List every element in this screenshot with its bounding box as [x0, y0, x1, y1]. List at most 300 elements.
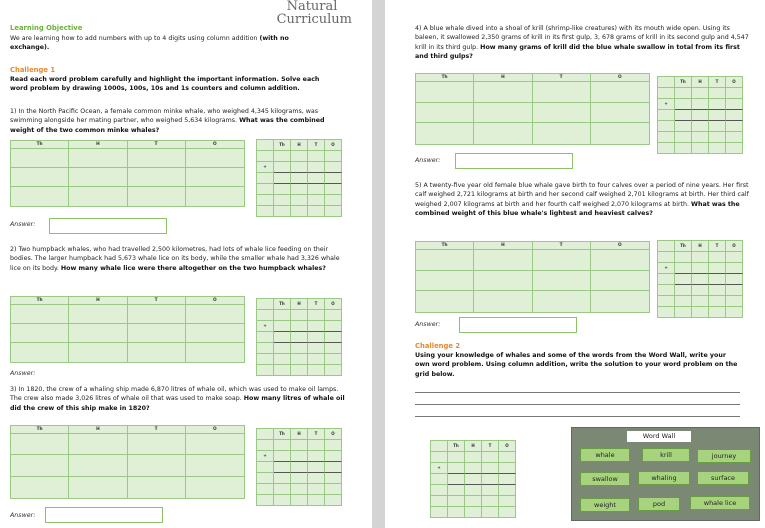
answer-label-1: Answer: — [10, 221, 36, 228]
cell[interactable] — [128, 434, 186, 455]
cell[interactable] — [257, 299, 274, 310]
cell[interactable] — [325, 184, 342, 195]
cell[interactable] — [726, 121, 743, 132]
problem-4-text: 4) A blue whale dived into a shoal of krill (shrimp-like creatures) with its mouth wide open. Using its baleen, it swallowed 2,350 grams of krill in its first gulp, 3, 678 grams of krill in its second gulp and 4,547 krill in its third gulp. — [415, 25, 749, 51]
counters-grid-4[interactable] — [415, 73, 650, 145]
cell[interactable] — [325, 451, 342, 462]
cell[interactable] — [257, 484, 274, 495]
cell[interactable] — [274, 343, 291, 354]
cell[interactable] — [291, 162, 308, 173]
cell[interactable] — [499, 496, 516, 507]
cell[interactable] — [186, 477, 244, 498]
writing-line-2[interactable] — [415, 404, 740, 405]
cell[interactable] — [431, 485, 448, 496]
cell[interactable] — [308, 184, 325, 195]
cell[interactable] — [291, 484, 308, 495]
cell[interactable] — [692, 143, 709, 154]
cell[interactable] — [11, 187, 69, 206]
column-addition-grid-1[interactable] — [256, 139, 342, 217]
cell[interactable] — [431, 452, 448, 463]
header-th: Th — [675, 241, 692, 252]
column-addition-grid-challenge-2[interactable] — [430, 440, 516, 518]
cell[interactable] — [465, 485, 482, 496]
cell[interactable] — [308, 151, 325, 162]
cell[interactable] — [709, 307, 726, 318]
cell[interactable] — [11, 455, 69, 476]
header-h: H — [465, 441, 482, 452]
counters-grid-5[interactable] — [415, 241, 650, 313]
column-addition-grid-2[interactable] — [256, 298, 342, 376]
cell[interactable] — [291, 473, 308, 484]
cell[interactable] — [726, 285, 743, 296]
cell[interactable] — [291, 310, 308, 321]
cell[interactable] — [448, 452, 465, 463]
cell[interactable] — [658, 274, 675, 285]
objective-heading: Learning Objective — [10, 24, 83, 32]
header-t: T — [533, 74, 591, 82]
cell[interactable] — [11, 324, 69, 343]
cell[interactable] — [658, 77, 675, 88]
cell[interactable] — [325, 173, 342, 184]
header-o: O — [325, 429, 342, 440]
cell[interactable] — [431, 441, 448, 452]
cell[interactable] — [482, 474, 499, 485]
cell[interactable] — [474, 291, 532, 312]
cell[interactable] — [186, 305, 244, 324]
header-o: O — [186, 426, 244, 434]
word-wall — [571, 427, 760, 521]
cell[interactable] — [465, 507, 482, 518]
cell[interactable] — [709, 88, 726, 99]
cell[interactable] — [709, 121, 726, 132]
cell[interactable] — [186, 149, 244, 168]
cell[interactable] — [658, 121, 675, 132]
cell[interactable] — [325, 162, 342, 173]
cell[interactable] — [465, 452, 482, 463]
cell[interactable] — [692, 263, 709, 274]
cell[interactable] — [291, 365, 308, 376]
cell[interactable] — [325, 151, 342, 162]
writing-line-3[interactable] — [415, 416, 740, 417]
cell[interactable] — [726, 99, 743, 110]
cell[interactable] — [11, 477, 69, 498]
cell[interactable] — [325, 462, 342, 473]
cell[interactable] — [128, 168, 186, 187]
cell[interactable] — [128, 477, 186, 498]
writing-line-1[interactable] — [415, 392, 740, 393]
cell[interactable] — [709, 132, 726, 143]
cell[interactable] — [274, 473, 291, 484]
cell[interactable] — [274, 162, 291, 173]
cell[interactable] — [482, 452, 499, 463]
cell[interactable] — [274, 495, 291, 506]
cell[interactable] — [692, 307, 709, 318]
cell[interactable] — [291, 173, 308, 184]
cell[interactable] — [274, 462, 291, 473]
cell[interactable] — [658, 143, 675, 154]
answer-box-1[interactable] — [49, 218, 167, 234]
cell[interactable] — [591, 291, 649, 312]
cell[interactable] — [274, 440, 291, 451]
cell[interactable] — [69, 343, 127, 362]
cell[interactable] — [431, 474, 448, 485]
cell[interactable] — [11, 168, 69, 187]
cell[interactable] — [448, 496, 465, 507]
cell[interactable] — [291, 206, 308, 217]
cell[interactable] — [69, 455, 127, 476]
cell[interactable] — [274, 310, 291, 321]
cell[interactable] — [308, 206, 325, 217]
cell[interactable] — [325, 321, 342, 332]
cell[interactable] — [274, 332, 291, 343]
cell[interactable] — [726, 296, 743, 307]
cell[interactable] — [257, 332, 274, 343]
cell[interactable] — [308, 354, 325, 365]
cell[interactable] — [186, 434, 244, 455]
header-o: O — [325, 140, 342, 151]
answer-box-5[interactable] — [459, 317, 577, 333]
cell[interactable] — [416, 291, 474, 312]
cell[interactable] — [658, 88, 675, 99]
cell[interactable] — [675, 307, 692, 318]
cell[interactable] — [69, 149, 127, 168]
cell[interactable] — [11, 149, 69, 168]
cell[interactable] — [69, 477, 127, 498]
cell[interactable] — [431, 507, 448, 518]
cell[interactable] — [675, 274, 692, 285]
cell[interactable] — [186, 455, 244, 476]
cell[interactable] — [465, 496, 482, 507]
cell[interactable] — [308, 321, 325, 332]
cell[interactable] — [274, 321, 291, 332]
plus-sign: + — [658, 263, 675, 274]
cell[interactable] — [186, 187, 244, 206]
cell[interactable] — [709, 274, 726, 285]
challenge-1-instructions — [10, 75, 330, 94]
cell[interactable] — [128, 343, 186, 362]
cell[interactable] — [69, 324, 127, 343]
cell[interactable] — [325, 365, 342, 376]
cell[interactable] — [474, 82, 532, 103]
cell[interactable] — [675, 132, 692, 143]
cell[interactable] — [257, 343, 274, 354]
cell[interactable] — [325, 332, 342, 343]
plus-sign: + — [257, 451, 274, 462]
cell[interactable] — [325, 440, 342, 451]
header-t: T — [308, 299, 325, 310]
cell[interactable] — [11, 434, 69, 455]
cell[interactable] — [274, 184, 291, 195]
cell[interactable] — [291, 195, 308, 206]
cell[interactable] — [709, 99, 726, 110]
cell[interactable] — [474, 103, 532, 124]
cell[interactable] — [726, 110, 743, 121]
cell[interactable] — [186, 324, 244, 343]
word-wall-word: weight — [580, 498, 630, 512]
cell[interactable] — [325, 206, 342, 217]
cell[interactable] — [591, 123, 649, 144]
cell[interactable] — [291, 321, 308, 332]
cell[interactable] — [128, 187, 186, 206]
cell[interactable] — [726, 143, 743, 154]
cell[interactable] — [257, 173, 274, 184]
cell[interactable] — [308, 162, 325, 173]
cell[interactable] — [533, 271, 591, 292]
cell[interactable] — [474, 123, 532, 144]
column-addition-grid-5[interactable] — [657, 240, 743, 318]
cell[interactable] — [11, 343, 69, 362]
cell[interactable] — [726, 274, 743, 285]
header-t: T — [482, 441, 499, 452]
cell[interactable] — [482, 507, 499, 518]
header-th: Th — [675, 77, 692, 88]
cell[interactable] — [482, 485, 499, 496]
cell[interactable] — [257, 473, 274, 484]
cell[interactable] — [257, 195, 274, 206]
cell[interactable] — [257, 462, 274, 473]
cell[interactable] — [257, 429, 274, 440]
cell[interactable] — [308, 332, 325, 343]
cell[interactable] — [308, 473, 325, 484]
cell[interactable] — [274, 151, 291, 162]
cell[interactable] — [257, 206, 274, 217]
cell[interactable] — [274, 365, 291, 376]
cell[interactable] — [308, 440, 325, 451]
cell[interactable] — [675, 110, 692, 121]
header-o: O — [186, 141, 244, 149]
cell[interactable] — [474, 250, 532, 271]
cell[interactable] — [308, 173, 325, 184]
cell[interactable] — [709, 110, 726, 121]
cell[interactable] — [69, 168, 127, 187]
cell[interactable] — [291, 354, 308, 365]
cell[interactable] — [291, 462, 308, 473]
cell[interactable] — [274, 173, 291, 184]
header-t: T — [533, 242, 591, 250]
cell[interactable] — [448, 507, 465, 518]
cell[interactable] — [308, 451, 325, 462]
cell[interactable] — [308, 310, 325, 321]
cell[interactable] — [431, 496, 448, 507]
cell[interactable] — [257, 354, 274, 365]
cell[interactable] — [291, 451, 308, 462]
header-t: T — [128, 297, 186, 305]
cell[interactable] — [308, 365, 325, 376]
cell[interactable] — [675, 285, 692, 296]
cell[interactable] — [658, 252, 675, 263]
cell[interactable] — [675, 296, 692, 307]
cell[interactable] — [499, 452, 516, 463]
cell[interactable] — [325, 310, 342, 321]
cell[interactable] — [257, 440, 274, 451]
cell[interactable] — [675, 121, 692, 132]
header-o: O — [325, 299, 342, 310]
answer-box-4[interactable] — [455, 153, 573, 169]
cell[interactable] — [658, 296, 675, 307]
cell[interactable] — [591, 250, 649, 271]
cell[interactable] — [658, 285, 675, 296]
cell[interactable] — [692, 110, 709, 121]
cell[interactable] — [658, 110, 675, 121]
problem-1 — [10, 107, 340, 135]
problem-1-question: What was the combined weight of the two common minke whales? — [10, 117, 325, 134]
problem-5 — [415, 181, 755, 219]
cell[interactable] — [692, 88, 709, 99]
cell[interactable] — [274, 354, 291, 365]
cell[interactable] — [591, 271, 649, 292]
cell[interactable] — [591, 103, 649, 124]
cell[interactable] — [325, 495, 342, 506]
cell[interactable] — [291, 440, 308, 451]
cell[interactable] — [533, 82, 591, 103]
cell[interactable] — [499, 463, 516, 474]
cell[interactable] — [533, 103, 591, 124]
cell[interactable] — [291, 151, 308, 162]
cell[interactable] — [308, 484, 325, 495]
cell[interactable] — [726, 132, 743, 143]
cell[interactable] — [692, 296, 709, 307]
cell[interactable] — [726, 307, 743, 318]
challenge-2-instructions — [415, 351, 740, 379]
cell[interactable] — [675, 143, 692, 154]
cell[interactable] — [257, 365, 274, 376]
cell[interactable] — [325, 195, 342, 206]
cell[interactable] — [658, 307, 675, 318]
header-o: O — [186, 297, 244, 305]
cell[interactable] — [11, 305, 69, 324]
cell[interactable] — [675, 88, 692, 99]
cell[interactable] — [274, 484, 291, 495]
cell[interactable] — [308, 495, 325, 506]
cell[interactable] — [69, 305, 127, 324]
cell[interactable] — [416, 82, 474, 103]
cell[interactable] — [257, 140, 274, 151]
cell[interactable] — [533, 250, 591, 271]
cell[interactable] — [325, 473, 342, 484]
header-h: H — [474, 74, 532, 82]
cell[interactable] — [591, 82, 649, 103]
counters-grid-3[interactable] — [10, 425, 245, 499]
cell[interactable] — [499, 485, 516, 496]
cell[interactable] — [291, 332, 308, 343]
cell[interactable] — [128, 149, 186, 168]
cell[interactable] — [128, 305, 186, 324]
cell[interactable] — [658, 241, 675, 252]
cell[interactable] — [257, 310, 274, 321]
cell[interactable] — [257, 495, 274, 506]
cell[interactable] — [291, 343, 308, 354]
cell[interactable] — [675, 99, 692, 110]
cell[interactable] — [709, 296, 726, 307]
cell[interactable] — [709, 263, 726, 274]
cell[interactable] — [533, 291, 591, 312]
word-wall-word: journey — [697, 449, 751, 463]
cell[interactable] — [257, 151, 274, 162]
cell[interactable] — [308, 343, 325, 354]
cell[interactable] — [274, 451, 291, 462]
cell[interactable] — [465, 474, 482, 485]
column-addition-grid-4[interactable] — [657, 76, 743, 154]
cell[interactable] — [291, 495, 308, 506]
cell[interactable] — [709, 285, 726, 296]
cell[interactable] — [257, 184, 274, 195]
cell[interactable] — [692, 132, 709, 143]
cell[interactable] — [499, 474, 516, 485]
cell[interactable] — [533, 123, 591, 144]
cell[interactable] — [474, 271, 532, 292]
counters-grid-2[interactable] — [10, 296, 245, 363]
cell[interactable] — [274, 206, 291, 217]
cell[interactable] — [416, 103, 474, 124]
problem-3-question: How many litres of whale oil did the crew of this ship make in 1820? — [10, 395, 345, 412]
problem-4 — [415, 24, 755, 62]
cell[interactable] — [692, 121, 709, 132]
cell[interactable] — [675, 252, 692, 263]
cell[interactable] — [448, 463, 465, 474]
cell[interactable] — [186, 168, 244, 187]
cell[interactable] — [726, 263, 743, 274]
cell[interactable] — [291, 184, 308, 195]
header-h: H — [69, 297, 127, 305]
answer-box-3[interactable] — [45, 507, 163, 523]
cell[interactable] — [416, 123, 474, 144]
problem-3 — [10, 385, 345, 413]
cell[interactable] — [325, 354, 342, 365]
cell[interactable] — [726, 88, 743, 99]
cell[interactable] — [709, 143, 726, 154]
problem-5-text: 5) A twenty-five year old female blue whale gave birth to four calves over a period of nine years. Her first calf weighed 2,721 kilograms at birth and her second calf weighed 2,701 kilograms at birth. Her third calf weighed 2,007 kilograms at birth and her fourth calf weighed 2,070 kilograms at birth. — [415, 182, 749, 208]
counters-grid-1[interactable] — [10, 140, 245, 207]
cell[interactable] — [325, 343, 342, 354]
cell[interactable] — [128, 324, 186, 343]
answer-label-4: Answer: — [415, 157, 441, 164]
cell[interactable] — [692, 285, 709, 296]
cell[interactable] — [499, 507, 516, 518]
cell[interactable] — [692, 99, 709, 110]
cell[interactable] — [448, 485, 465, 496]
cell[interactable] — [465, 463, 482, 474]
cell[interactable] — [416, 250, 474, 271]
cell[interactable] — [186, 343, 244, 362]
cell[interactable] — [325, 484, 342, 495]
cell[interactable] — [274, 195, 291, 206]
cell[interactable] — [709, 252, 726, 263]
cell[interactable] — [308, 195, 325, 206]
answer-label-2: Answer: — [10, 370, 36, 377]
header-t: T — [128, 426, 186, 434]
cell[interactable] — [69, 187, 127, 206]
cell[interactable] — [308, 462, 325, 473]
cell[interactable] — [448, 474, 465, 485]
column-addition-grid-3[interactable] — [256, 428, 342, 506]
cell[interactable] — [416, 271, 474, 292]
cell[interactable] — [692, 252, 709, 263]
cell[interactable] — [692, 274, 709, 285]
problem-2 — [10, 245, 345, 273]
header-th: Th — [416, 74, 474, 82]
cell[interactable] — [658, 132, 675, 143]
cell[interactable] — [726, 252, 743, 263]
natural-curriculum-logo — [277, 0, 352, 26]
objective-text — [10, 34, 315, 53]
problem-4-question: How many grams of krill did the blue whale swallow in total from its first and third gulps? — [415, 43, 740, 61]
cell[interactable] — [128, 455, 186, 476]
word-wall-word: krill — [642, 448, 690, 462]
cell[interactable] — [69, 434, 127, 455]
cell[interactable] — [482, 463, 499, 474]
cell[interactable] — [675, 263, 692, 274]
cell[interactable] — [482, 496, 499, 507]
